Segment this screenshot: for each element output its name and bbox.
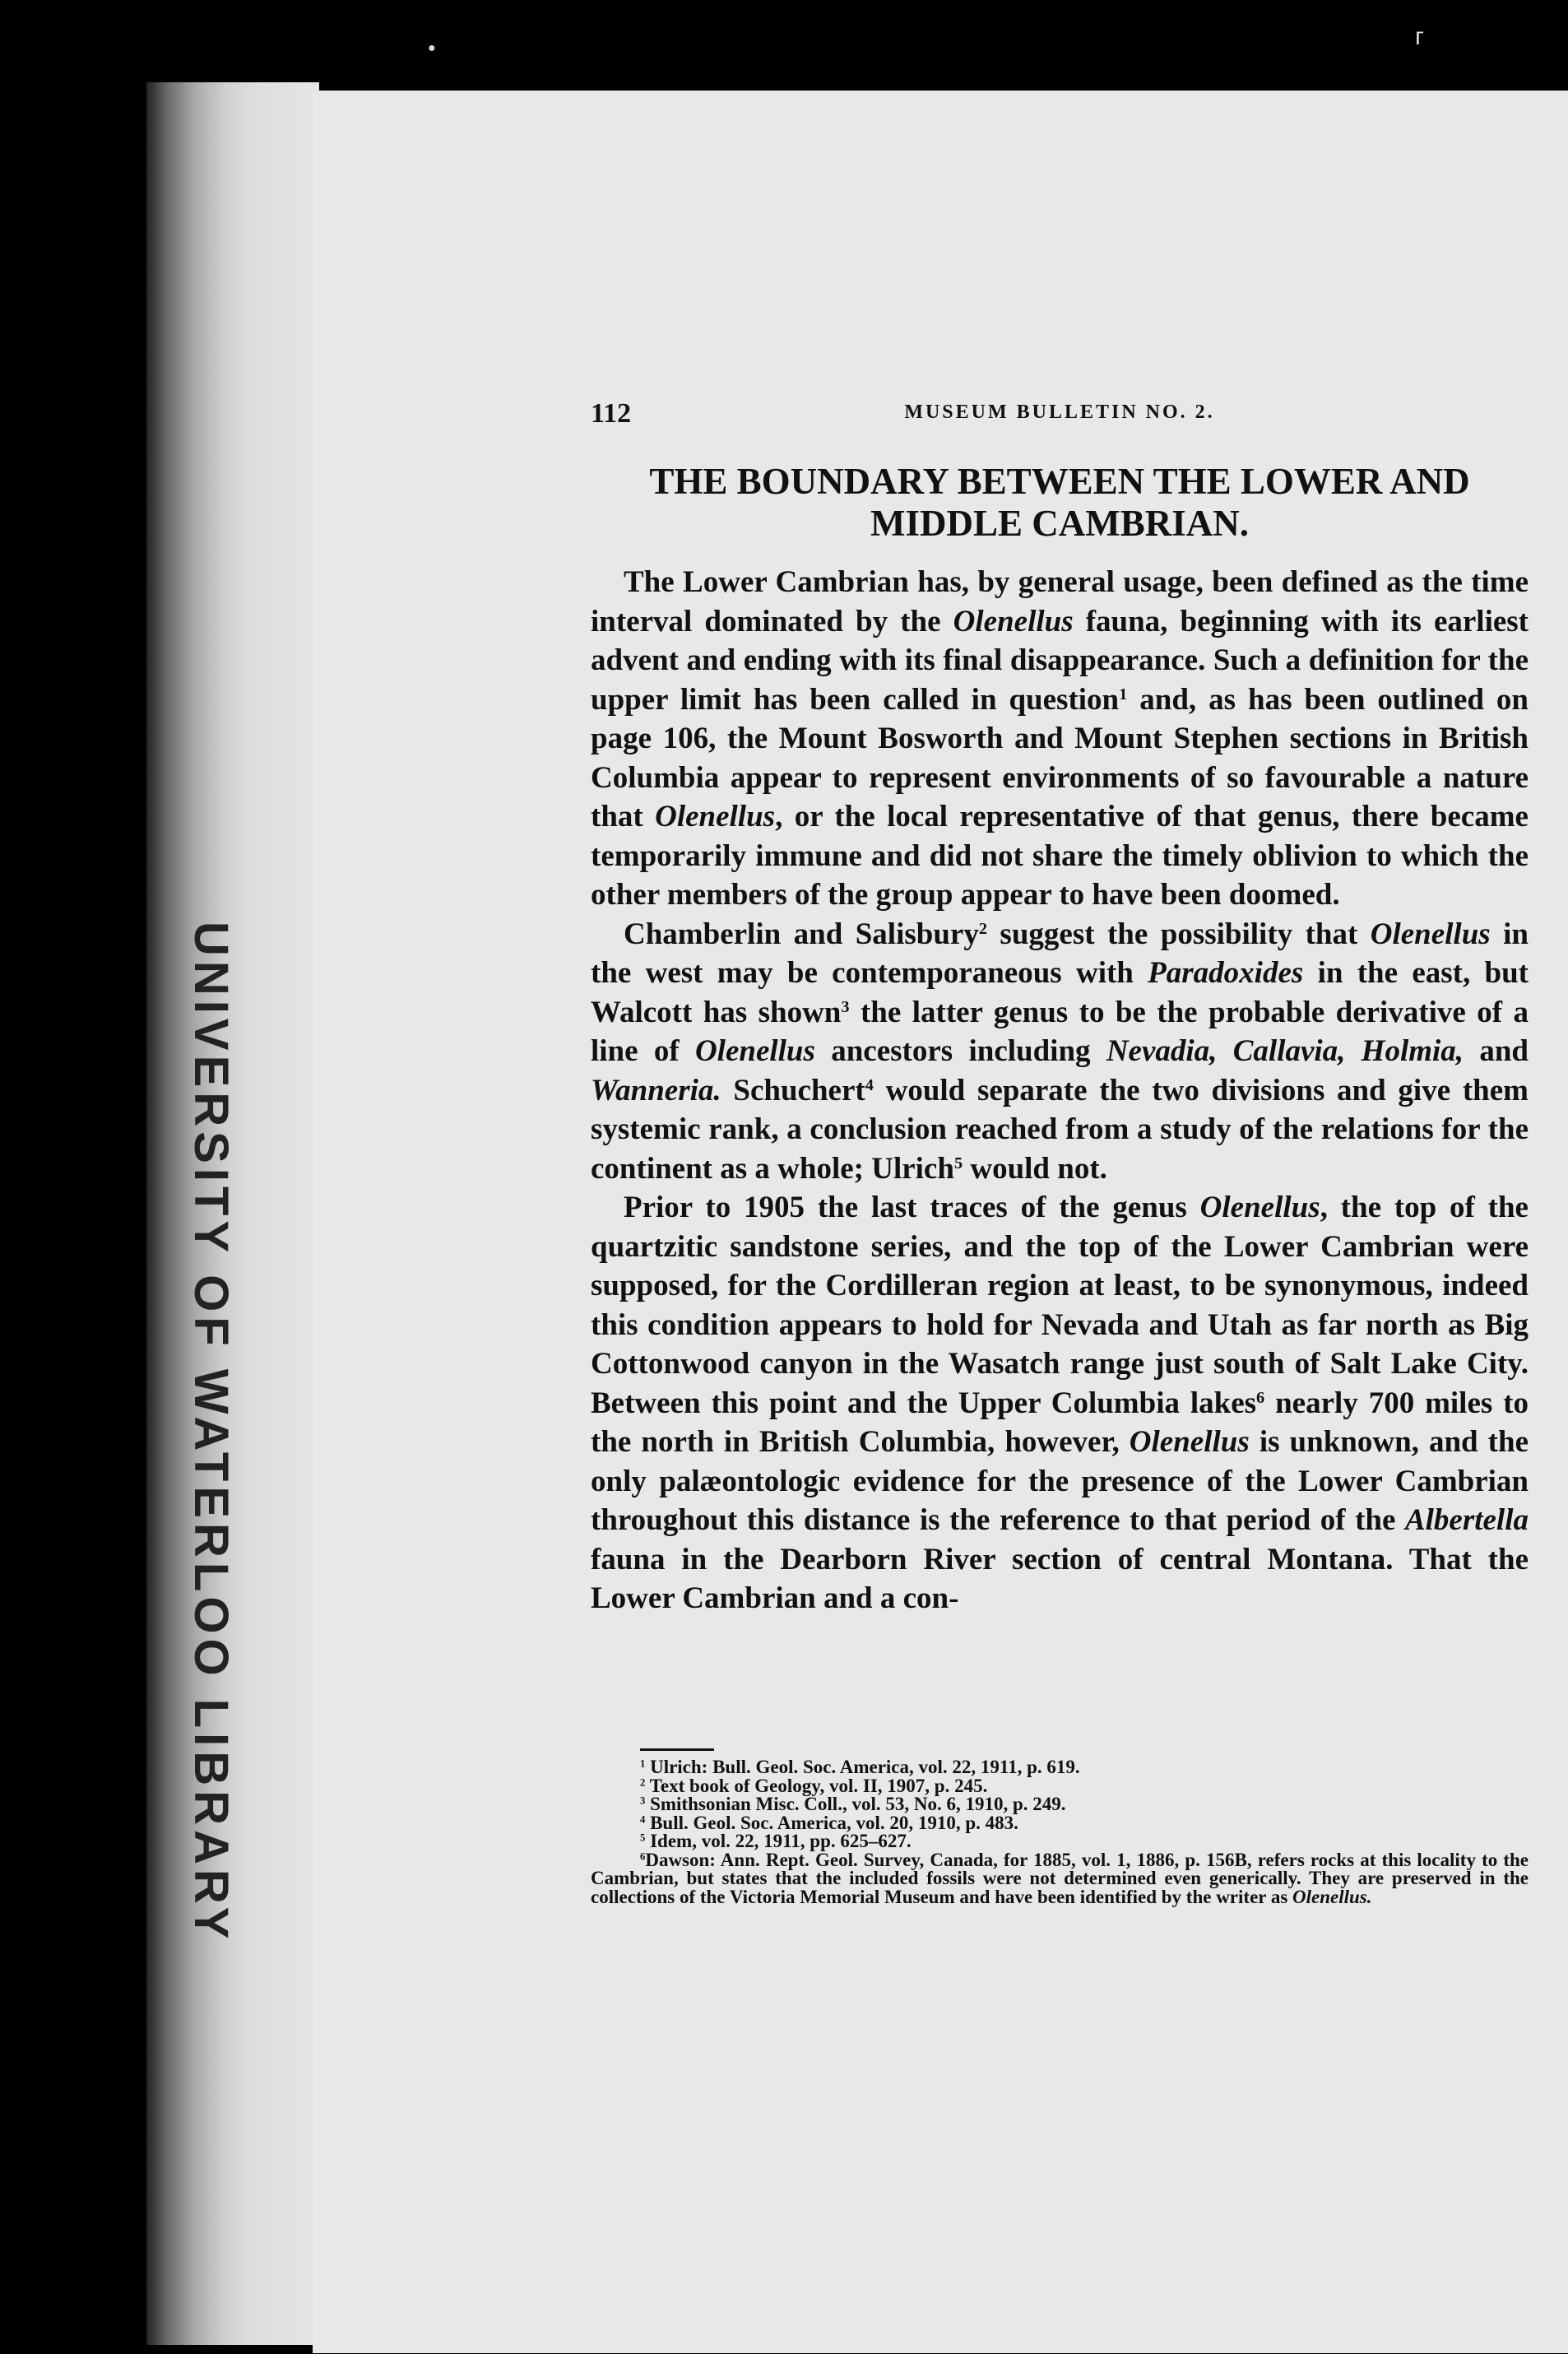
scan-mark: ᴦ	[1415, 23, 1424, 50]
running-head-title: MUSEUM BULLETIN NO. 2.	[904, 402, 1215, 423]
footnote-5: $^5$ Idem, vol. 22, 1911, pp. 625–627.	[640, 1831, 912, 1851]
library-stamp: UNIVERSITY OF WATERLOO LIBRARY	[184, 922, 238, 1944]
footnote-2: $^2$ Text book of Geology, vol. II, 1907, p. 245.	[640, 1775, 988, 1796]
running-head	[591, 398, 1529, 428]
footnotes	[591, 1758, 1529, 1906]
footnote-6: $^6$Dawson: Ann. Rept. Geol. Survey, Canada, for 1885, vol. 1, 1886, p. 156B, refers rocks at this locality to the Cambrian, but states that the included fossils were not determined even generically. They are preserved in the collections of the Victoria Memorial Museum and have been identified by the writer as Olenellus.	[591, 1849, 1529, 1907]
footnote-3: $^3$ Smithsonian Misc. Coll., vol. 53, No. 6, 1910, p. 249.	[640, 1794, 1066, 1814]
footnote-4: $^4$ Bull. Geol. Soc. America, vol. 20, 1910, p. 483.	[640, 1812, 1018, 1833]
footnote-1: $^1$ Ulrich: Bull. Geol. Soc. America, vol. 22, 1911, p. 619.	[640, 1757, 1080, 1777]
scan-speck: ●	[428, 41, 436, 55]
section-title: THE BOUNDARY BETWEEN THE LOWER AND MIDDLE CAMBRIAN.	[649, 461, 1470, 544]
body-text	[591, 563, 1529, 1618]
page-number: 112	[591, 398, 632, 429]
paragraph-1: The Lower Cambrian has, by general usage, been defined as the time interval dominated by the Olenellus fauna, beginning with its earliest advent and ending with its final disappearance. Such a definition for the upper limit has been called in question$^1$ and, as has been outlined on page 106, the Mount Bosworth and Mount Stephen sections in British Columbia appear to represent environments of so favourable a nature that Olenellus, or the local representative of that genus, there became temporarily immune and did not share the timely oblivion to which the other members of the group appear to have been doomed.	[591, 565, 1529, 912]
paragraph-2: Chamberlin and Salisbury$^2$ suggest the possibility that Olenellus in the west may be contemporaneous with Paradoxides in the east, but Walcott has shown$^3$ the latter genus to be the probable derivative of a line of Olenellus ancestors including Nevadia, Callavia, Holmia, and Wanneria. Schuchert$^4$ would separate the two divisions and give them systemic rank, a conclusion reached from a study of the relations for the continent as a whole; Ulrich$^5$ would not.	[591, 917, 1529, 1186]
paragraph-3: Prior to 1905 the last traces of the genus Olenellus, the top of the quartzitic sandstone series, and the top of the Lower Cambrian were supposed, for the Cordilleran region at least, to be synonymous, indeed this condition appears to hold for Nevada and Utah as far north as Big Cottonwood canyon in the Wasatch range just south of Salt Lake City. Between this point and the Upper Columbia lakes$^6$ nearly 700 miles to the north in British Columbia, however, Olenellus is unknown, and the only palæontologic evidence for the presence of the Lower Cambrian throughout this distance is the reference to that period of the Albertella fauna in the Dearborn River section of central Montana. That the Lower Cambrian and a con-	[591, 1191, 1529, 1615]
footnote-rule	[640, 1748, 714, 1751]
